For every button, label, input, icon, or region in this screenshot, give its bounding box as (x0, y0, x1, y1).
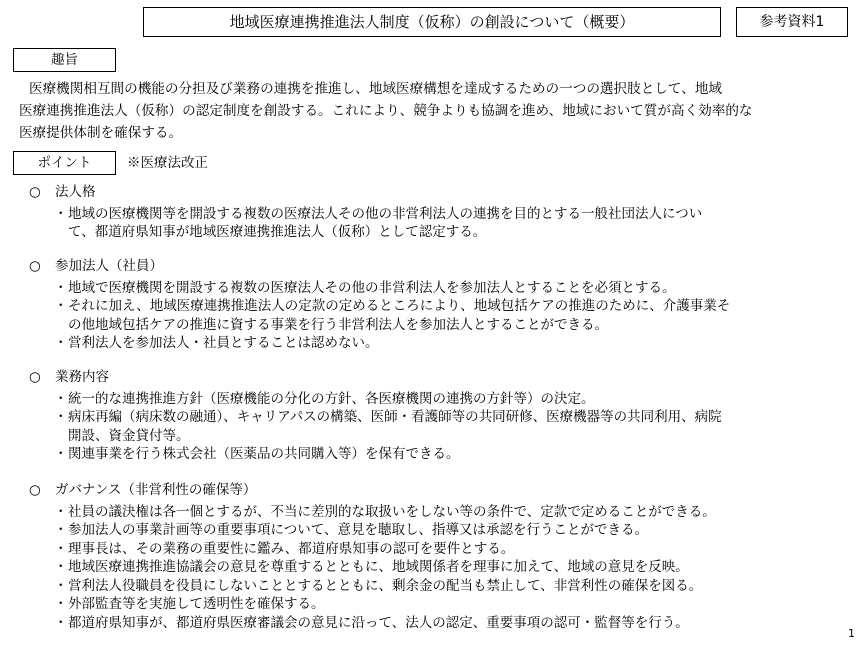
section-heading-text: 業務内容 (55, 369, 109, 385)
bullet-item-text: 参加法人の事業計画等の重要事項について、意見を聴取し、指導又は承認を行うことができる。 (68, 522, 648, 539)
bullet-dot-icon: ・ (54, 559, 68, 576)
reference-label: 参考資料1 (736, 7, 848, 37)
bullet-item-text: 社員の議決権は各一個とするが、不当に差別的な取扱いをしない等の条件で、定款で定めることができる。 (68, 503, 716, 520)
bullet-item (54, 390, 595, 408)
circle-bullet-icon: ○ (29, 184, 41, 200)
bullet-dot-icon: ・ (54, 205, 68, 222)
section-heading-text: 参加法人（社員） (55, 258, 163, 274)
bullet-item-text: 地域で医療機関を開設する複数の医療法人その他の非営利法人を参加法人とすることを必須とする。 (68, 279, 676, 296)
point-note: ※医療法改正 (127, 155, 208, 171)
bullet-item (54, 408, 722, 426)
bullet-dot-icon: ・ (54, 390, 68, 407)
bullet-item-text: 地域医療連携推進協議会の意見を尊重するとともに、地域関係者を理事に加えて、地域の意見を反映。 (68, 559, 689, 576)
bullet-item-text: 統一的な連携推進方針（医療機能の分化の方針、各医療機関の連携の方針等）の決定。 (68, 390, 595, 407)
bullet-item (54, 558, 689, 576)
bullet-item (54, 205, 702, 223)
bullet-item (54, 334, 379, 352)
page-number: 1 (848, 627, 855, 640)
bullet-item (54, 503, 716, 521)
bullet-item-continuation: 開設、資金貸付等。 (68, 427, 190, 444)
circle-bullet-icon: ○ (29, 482, 41, 498)
bullet-item-text: 地域の医療機関等を開設する複数の医療法人その他の非営利法人の連携を目的とする一般社団法人につい (68, 205, 703, 222)
bullet-item (54, 445, 460, 463)
bullet-item-text: 理事長は、その業務の重要性に鑑み、都道府県知事の認可を要件とする。 (68, 540, 515, 557)
section-heading (29, 368, 109, 386)
bullet-item (54, 595, 325, 613)
bullet-item-continuation: て、都道府県知事が地域医療連携推進法人（仮称）として認定する。 (68, 224, 487, 241)
section-heading (29, 257, 163, 275)
bullet-item-text: 営利法人役職員を役員にしないこととするとともに、剰余金の配当も禁止して、非営利性の確保を図る。 (68, 577, 703, 594)
bullet-dot-icon: ・ (54, 503, 68, 520)
bullet-item-text: 都道府県知事が、都道府県医療審議会の意見に沿って、法人の認定、重要事項の認可・監督等を行う。 (68, 614, 689, 631)
bullet-dot-icon: ・ (54, 298, 68, 315)
bullet-dot-icon: ・ (54, 540, 68, 557)
bullet-dot-icon: ・ (54, 279, 68, 296)
bullet-item (54, 577, 702, 595)
bullet-item (54, 614, 689, 632)
section-heading-text: ガバナンス（非営利性の確保等） (55, 482, 257, 498)
bullet-dot-icon: ・ (54, 335, 68, 352)
circle-bullet-icon: ○ (29, 258, 41, 274)
section-heading-text: 法人格 (55, 184, 96, 200)
bullet-dot-icon: ・ (54, 409, 68, 426)
bullet-dot-icon: ・ (54, 596, 68, 613)
circle-bullet-icon: ○ (29, 369, 41, 385)
summary-paragraph: 医療機関相互間の機能の分担及び業務の連携を推進し、地域医療構想を達成するための一つの選択肢として、地域 医療連携推進法人（仮称）の認定制度を創設する。これにより、競争よりも協調を進め、地域において質が高く効率的な 医療提供体制を確保する。 (19, 81, 753, 141)
document-title: 地域医療連携推進法人制度（仮称）の創設について（概要） (143, 7, 721, 37)
bullet-item-text: それに加え、地域医療連携推進法人の定款の定めるところにより、地域包括ケアの推進のために、介護事業そ (68, 298, 731, 315)
bullet-item-text: 営利法人を参加法人・社員とすることは認めない。 (68, 335, 379, 352)
bullet-item (54, 521, 648, 539)
bullet-item-text: 病床再編（病床数の融通）、キャリアパスの構築、医師・看護師等の共同研修、医療機器等の共同利用、病院 (68, 409, 722, 426)
bullet-item (54, 540, 514, 558)
bullet-item (54, 279, 676, 297)
bullet-dot-icon: ・ (54, 577, 68, 594)
section-heading (29, 183, 96, 201)
bullet-item-text: 外部監査等を実施して透明性を確保する。 (68, 596, 325, 613)
bullet-dot-icon: ・ (54, 446, 68, 463)
bullet-item (54, 297, 730, 315)
bullet-dot-icon: ・ (54, 522, 68, 539)
point-label: ポイント (13, 151, 116, 175)
shushi-label: 趣旨 (13, 48, 116, 72)
bullet-item-continuation: の他地域包括ケアの推進に資する事業を行う非営利法人を参加法人とすることができる。 (68, 316, 608, 333)
bullet-item-text: 関連事業を行う株式会社（医薬品の共同購入等）を保有できる。 (68, 446, 460, 463)
bullet-dot-icon: ・ (54, 614, 68, 631)
section-heading (29, 481, 256, 499)
